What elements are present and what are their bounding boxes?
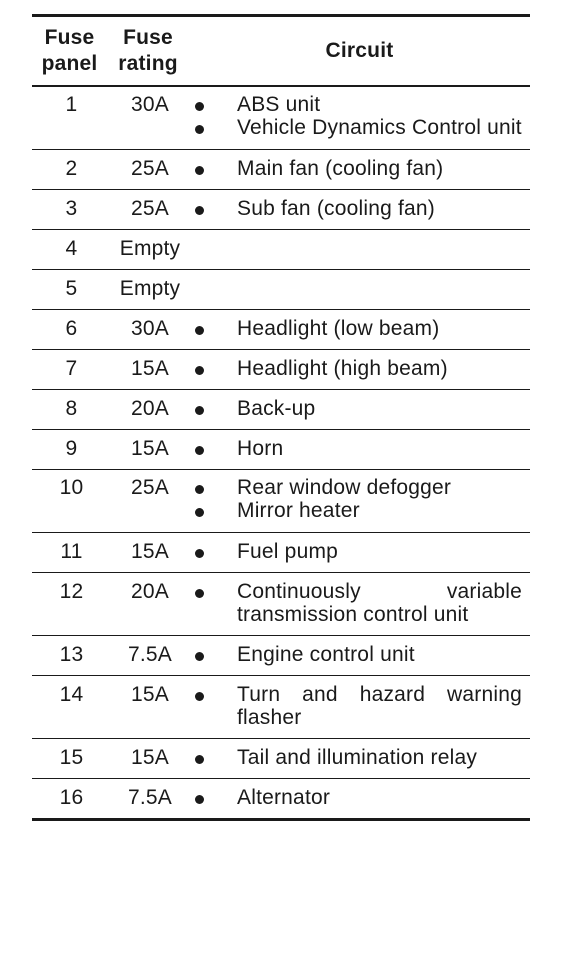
fuse-panel-number: 12	[59, 580, 84, 603]
fuse-rating-cell	[107, 230, 189, 270]
circuit-cell	[189, 230, 530, 270]
table-row	[32, 190, 530, 230]
fuse-rating-value: 25A	[131, 157, 169, 180]
fuse-panel-number: 10	[59, 476, 84, 499]
header-fuse-rating-line-2: rating	[118, 52, 178, 75]
circuit-list	[189, 643, 522, 666]
circuit-list	[189, 476, 522, 522]
circuit-item: Back-up	[189, 397, 522, 420]
header-fuse-rating	[107, 16, 189, 87]
circuit-item: Tail and illumination relay	[189, 746, 522, 769]
fuse-panel-number: 4	[65, 237, 78, 260]
fuse-rating-value: 25A	[131, 476, 169, 499]
fuse-rating-value: 15A	[131, 357, 169, 380]
fuse-rating-value: 30A	[131, 317, 169, 340]
header-circuit: Circuit	[325, 39, 394, 62]
table-row	[32, 779, 530, 820]
fuse-rating-value: 15A	[131, 683, 169, 706]
table-row	[32, 739, 530, 779]
fuse-rating-value: 25A	[131, 197, 169, 220]
circuit-cell	[189, 470, 530, 533]
fuse-rating-value: 20A	[131, 397, 169, 420]
fuse-panel-cell	[32, 86, 107, 150]
fuse-panel-number: 9	[65, 437, 78, 460]
fuse-rating-value: 20A	[131, 580, 169, 603]
fuse-rating-value: Empty	[119, 237, 181, 260]
table-row	[32, 390, 530, 430]
table-row	[32, 350, 530, 390]
circuit-cell	[189, 739, 530, 779]
circuit-item: Rear window defogger	[189, 476, 522, 499]
fuse-rating-value: 30A	[131, 93, 169, 116]
fuse-table	[32, 14, 530, 821]
table-row	[32, 86, 530, 150]
circuit-cell	[189, 390, 530, 430]
fuse-panel-cell	[32, 390, 107, 430]
circuit-item: Fuel pump	[189, 540, 522, 563]
circuit-cell	[189, 190, 530, 230]
table-row	[32, 430, 530, 470]
table-row	[32, 150, 530, 190]
fuse-rating-value: 7.5A	[128, 786, 172, 809]
circuit-cell	[189, 150, 530, 190]
circuit-cell	[189, 636, 530, 676]
fuse-panel-number: 2	[65, 157, 78, 180]
circuit-list	[189, 437, 522, 460]
fuse-panel-number: 11	[60, 540, 83, 563]
fuse-rating-cell	[107, 430, 189, 470]
fuse-panel-cell	[32, 190, 107, 230]
circuit-list	[189, 157, 522, 180]
header-fuse-rating-line-1: Fuse	[123, 26, 173, 49]
circuit-list	[189, 397, 522, 420]
fuse-panel-cell	[32, 230, 107, 270]
fuse-rating-cell	[107, 676, 189, 739]
fuse-panel-cell	[32, 270, 107, 310]
fuse-panel-number: 14	[59, 683, 84, 706]
fuse-rating-cell	[107, 636, 189, 676]
fuse-panel-cell	[32, 430, 107, 470]
fuse-panel-cell	[32, 636, 107, 676]
fuse-rating-value: 7.5A	[128, 643, 172, 666]
circuit-item: Headlight (high beam)	[189, 357, 522, 380]
fuse-rating-value: 15A	[131, 437, 169, 460]
fuse-panel-number: 13	[59, 643, 84, 666]
table-row	[32, 573, 530, 636]
circuit-cell	[189, 573, 530, 636]
fuse-rating-cell	[107, 86, 189, 150]
circuit-item: Continuously variable transmission control unit	[189, 580, 522, 626]
fuse-rating-cell	[107, 150, 189, 190]
table-row	[32, 636, 530, 676]
circuit-item: Alternator	[189, 786, 522, 809]
circuit-cell	[189, 676, 530, 739]
table-row	[32, 270, 530, 310]
fuse-rating-cell	[107, 350, 189, 390]
fuse-rating-value: Empty	[119, 277, 181, 300]
circuit-item: ABS unit	[189, 93, 522, 116]
fuse-panel-cell	[32, 350, 107, 390]
circuit-item: Mirror heater	[189, 499, 522, 522]
fuse-panel-cell	[32, 739, 107, 779]
circuit-list	[189, 317, 522, 340]
circuit-cell	[189, 86, 530, 150]
circuit-cell	[189, 270, 530, 310]
fuse-table-container	[32, 14, 530, 821]
fuse-rating-cell	[107, 470, 189, 533]
fuse-panel-number: 15	[59, 746, 84, 769]
fuse-rating-value: 15A	[131, 746, 169, 769]
fuse-rating-cell	[107, 739, 189, 779]
circuit-item: Vehicle Dynamics Control unit	[189, 116, 522, 139]
circuit-list	[189, 197, 522, 220]
circuit-item: Headlight (low beam)	[189, 317, 522, 340]
circuit-item: Main fan (cooling fan)	[189, 157, 522, 180]
fuse-panel-cell	[32, 310, 107, 350]
fuse-panel-cell	[32, 676, 107, 739]
fuse-panel-cell	[32, 573, 107, 636]
fuse-rating-cell	[107, 533, 189, 573]
fuse-rating-cell	[107, 310, 189, 350]
circuit-cell	[189, 430, 530, 470]
fuse-panel-number: 16	[59, 786, 84, 809]
circuit-list	[189, 683, 522, 729]
header-fuse-panel-line-2: panel	[41, 52, 98, 75]
table-row	[32, 533, 530, 573]
fuse-panel-number: 8	[65, 397, 78, 420]
fuse-panel-cell	[32, 533, 107, 573]
fuse-rating-cell	[107, 190, 189, 230]
fuse-rating-cell	[107, 779, 189, 820]
circuit-list	[189, 540, 522, 563]
fuse-rating-cell	[107, 390, 189, 430]
table-header-row	[32, 16, 530, 87]
circuit-cell	[189, 350, 530, 390]
table-row	[32, 230, 530, 270]
fuse-panel-number: 1	[65, 93, 78, 116]
fuse-rating-value: 15A	[131, 540, 169, 563]
fuse-panel-cell	[32, 150, 107, 190]
header-fuse-panel-line-1: Fuse	[44, 26, 95, 49]
fuse-panel-cell	[32, 470, 107, 533]
fuse-panel-number: 3	[65, 197, 78, 220]
fuse-rating-cell	[107, 573, 189, 636]
circuit-cell	[189, 533, 530, 573]
circuit-item: Horn	[189, 437, 522, 460]
fuse-rating-cell	[107, 270, 189, 310]
fuse-table-body	[32, 86, 530, 820]
table-row	[32, 676, 530, 739]
circuit-list	[189, 357, 522, 380]
circuit-item: Sub fan (cooling fan)	[189, 197, 522, 220]
fuse-panel-cell	[32, 779, 107, 820]
circuit-list	[189, 93, 522, 139]
circuit-list	[189, 746, 522, 769]
circuit-list	[189, 580, 522, 626]
fuse-panel-number: 7	[65, 357, 78, 380]
circuit-item: Engine control unit	[189, 643, 522, 666]
circuit-cell	[189, 779, 530, 820]
header-fuse-panel	[32, 16, 107, 87]
circuit-list	[189, 786, 522, 809]
fuse-panel-number: 6	[65, 317, 78, 340]
table-row	[32, 470, 530, 533]
circuit-cell	[189, 310, 530, 350]
table-row	[32, 310, 530, 350]
circuit-item: Turn and hazard warning flasher	[189, 683, 522, 729]
fuse-panel-number: 5	[65, 277, 78, 300]
